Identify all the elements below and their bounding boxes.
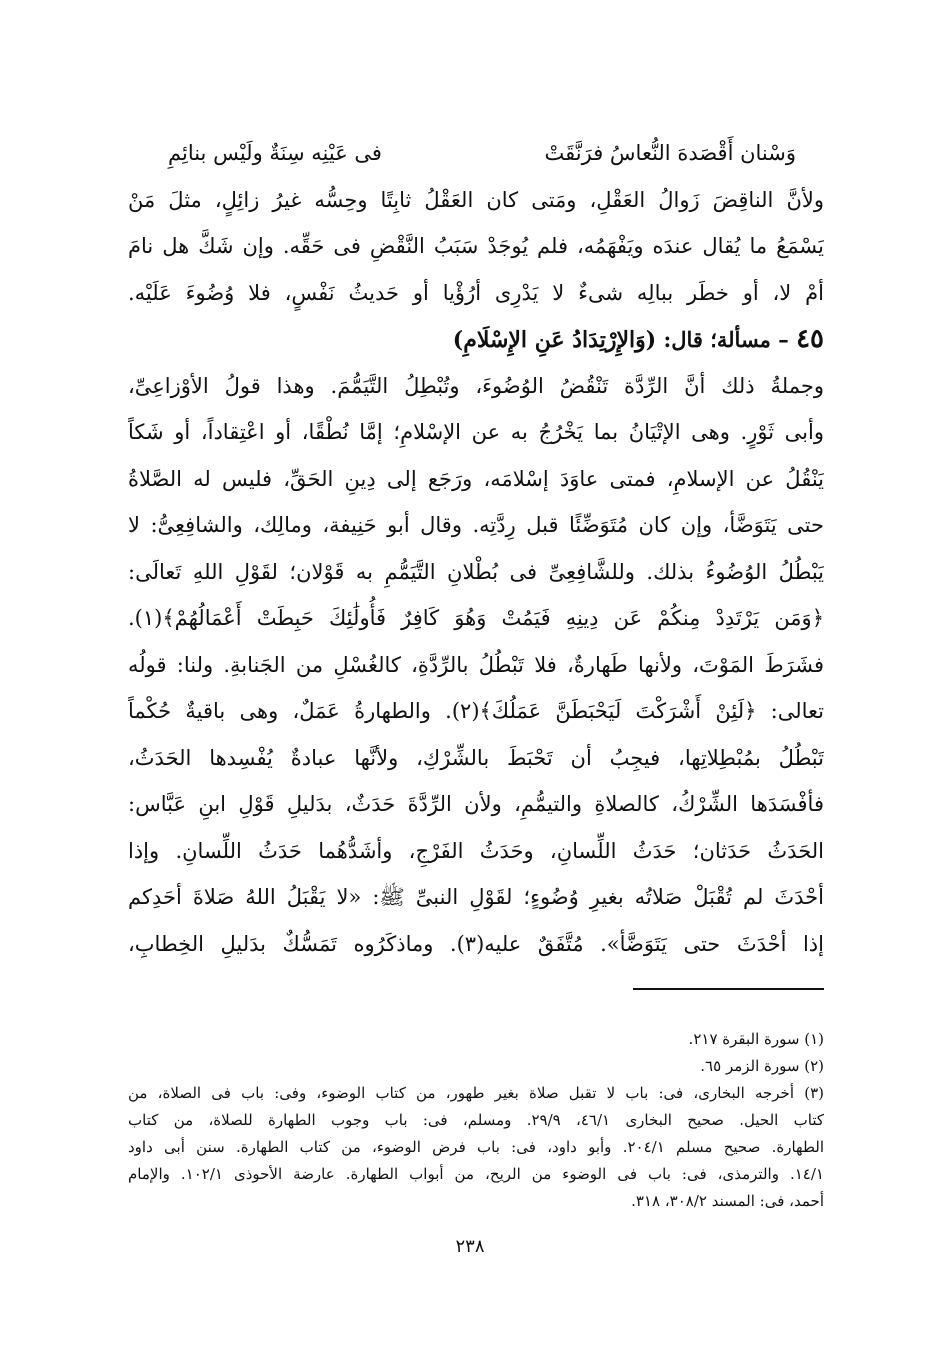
text-line: يَسْمَعُ ما يُقال عندَه ويَفْهَمُه، فلم يُوجَدْ سَبَبُ النَّقْضِ فى حَقِّه. وإن شَكَّ هل نامَ — [128, 234, 824, 258]
verse-first-half: وَسْنان أَقْصَدهَ النُّعاسُ فرَنَّقَتْ — [544, 141, 796, 165]
text-line: يَبْطُلُ الوُضُوءُ بذلك. وللشَّافِعِىِّ فى بُطْلانِ التَّيَمُّمِ به قَوْلان؛ لقَوْلِ اللهِ تَعالَى: — [128, 559, 824, 584]
text-line: الحَدَثُ حَدَثان؛ حَدَثُ اللِّسانِ، وحَدَثُ الفَرْجِ، وأشَدُّهُما حَدَثُ اللِّسانِ. وإذا — [128, 838, 824, 863]
text-line: أمْ لا، أو خطَر ببالِه شىءٌ لا يَدْرِى أرُؤْيا أو حَديثُ نَفْسٍ، فلا وُضُوءَ عَلَيْه. — [128, 280, 824, 305]
text-line: وجملةُ ذلك أنَّ الرِّدَّة تَنْقُضُ الوُضُوءَ، وتُبْطِلُ التَّيَمُّمَ. وهذا قولُ الأوْزاعِىِّ، — [128, 373, 824, 398]
section-label: – مسألة؛ قال: — [663, 327, 789, 352]
footnotes-block — [128, 1026, 824, 1215]
verse-second-half: فى عَيْنِه سِنَةٌ ولَيْس بنائِمِ — [168, 141, 382, 165]
text-line: يَنْقُلُ عن الإسلامِ، فمتى عاوَدَ إسْلامَه، ورَجَع إلى دِينِ الحَقِّ، فليس له الصَّلاةُ — [128, 466, 824, 491]
footnote-2: (٢) سورة الزمر ٦٥. — [700, 1057, 824, 1075]
text-line: تعالى: ﴿لَئِنْ أَشْرَكْتَ لَيَحْبَطَنَّ عَمَلُكَ﴾(٢). والطهارةُ عَمَلٌ، وهى باقيةٌ حُكْماً — [128, 699, 824, 723]
main-text-block — [128, 130, 824, 967]
text-line: أحْدَثَ لم تُقْبَلْ صَلاتُه بغيرِ وُضُوءٍ؛ لقَوْلِ النبىِّ ﷺ: «لا يَقْبَلُ اللهُ صَلاةَ أحَدِكم — [128, 885, 824, 909]
text-line: ولأنَّ الناقِضَ زَوالُ العَقْلِ، ومَتى كان العَقْلُ ثابِتًا وحِسُّه غيرُ زائِلٍ، مثلَ مَنْ — [128, 187, 824, 212]
footnote-3-line: ١٤/١. والترمذى، فى: باب فى الوضوء من الريح، من أبواب الطهارة. عارضة الأحوذى ١٠٢/١. والإمام — [128, 1165, 824, 1183]
text-line: وأبى ثَوْرٍ. وهى الإتْيَانُ بما يَخْرُجُ به عن الإسْلامِ؛ إمَّا نُطْقًا، أو اعْتِقاداً، أو شَكاً — [128, 420, 824, 444]
text-line: فأفْسَدَها الشِّرْكُ، كالصلاةِ والتيمُّمِ، ولأن الرِّدَّةَ حَدَثٌ، بدَليلِ قَوْلِ ابنِ عَبَّاس: — [128, 792, 824, 816]
footnote-divider — [633, 988, 824, 990]
page-number: ٢٣٨ — [455, 1236, 485, 1257]
footnote-3-line: الطهارة. صحيح مسلم ٢٠٤/١. وأبو داود، فى: باب فرض الوضوء، من كتاب الطهارة. سنن أبى داود — [128, 1138, 824, 1156]
footnote-3-line: (٣) أخرجه البخارى، فى: باب لا تقبل صلاة بغير طهور، من كتاب الوضوء، وفى: باب فى الصلاة، من — [128, 1084, 824, 1102]
footnote-3-line: كتاب الحيل. صحيح البخارى ٤٦/١، ٢٩/٩. ومسلم، فى: باب وجوب الطهارة للصلاة، من كتاب — [128, 1111, 824, 1129]
section-heading — [128, 316, 824, 363]
section-number: ٤٥ — [796, 324, 824, 354]
poetry-verse — [128, 130, 824, 177]
section-title: (وَالإِرْتِدَادُ عَنِ الإِسْلَامِ) — [452, 327, 657, 353]
text-line: فشَرَطَ المَوْتَ، ولأنها طَهارةٌ، فلا تَبْطُلُ بالرِّدَّةِ، كالغُسْلِ من الجَنابةِ. ولنا: قولُه — [128, 652, 824, 677]
footnote-3-line: أحمد، فى: المسند ٣٠٨/٢، ٣١٨. — [631, 1192, 824, 1210]
footnote-1: (١) سورة البقرة ٢١٧. — [688, 1030, 824, 1048]
text-line: تَبْطُلُ بمُبْطِلاتِها، فيجِبُ أن تَحْبَطَ بالشِّرْكِ، ولأنَّها عبادةٌ يُفْسِدها الحَدَثُ، — [128, 745, 824, 770]
text-line: إذا أحْدَثَ حتى يَتَوَضَّأ». مُتَّفَقٌ عليه(٣). وماذكَرُوه تَمَسُّكٌ بدَليلِ الخِطابِ، — [128, 931, 824, 956]
text-line: حتى يَتَوَضَّأ، وإن كان مُتَوَضِّئًا قبل رِدَّتِه. وقال أبو حَنِيفة، ومالِك، والشافِعِىُّ: لا — [128, 513, 824, 537]
quran-verse-line: ﴿وَمَن يَرْتَدِدْ مِنكُمْ عَن دِينِهِ فَيَمُتْ وَهُوَ كَافِرٌ فَأُولَٰئِكَ حَبِطَتْ أَعْمَالُهُمْ﴾(١). — [128, 606, 824, 630]
